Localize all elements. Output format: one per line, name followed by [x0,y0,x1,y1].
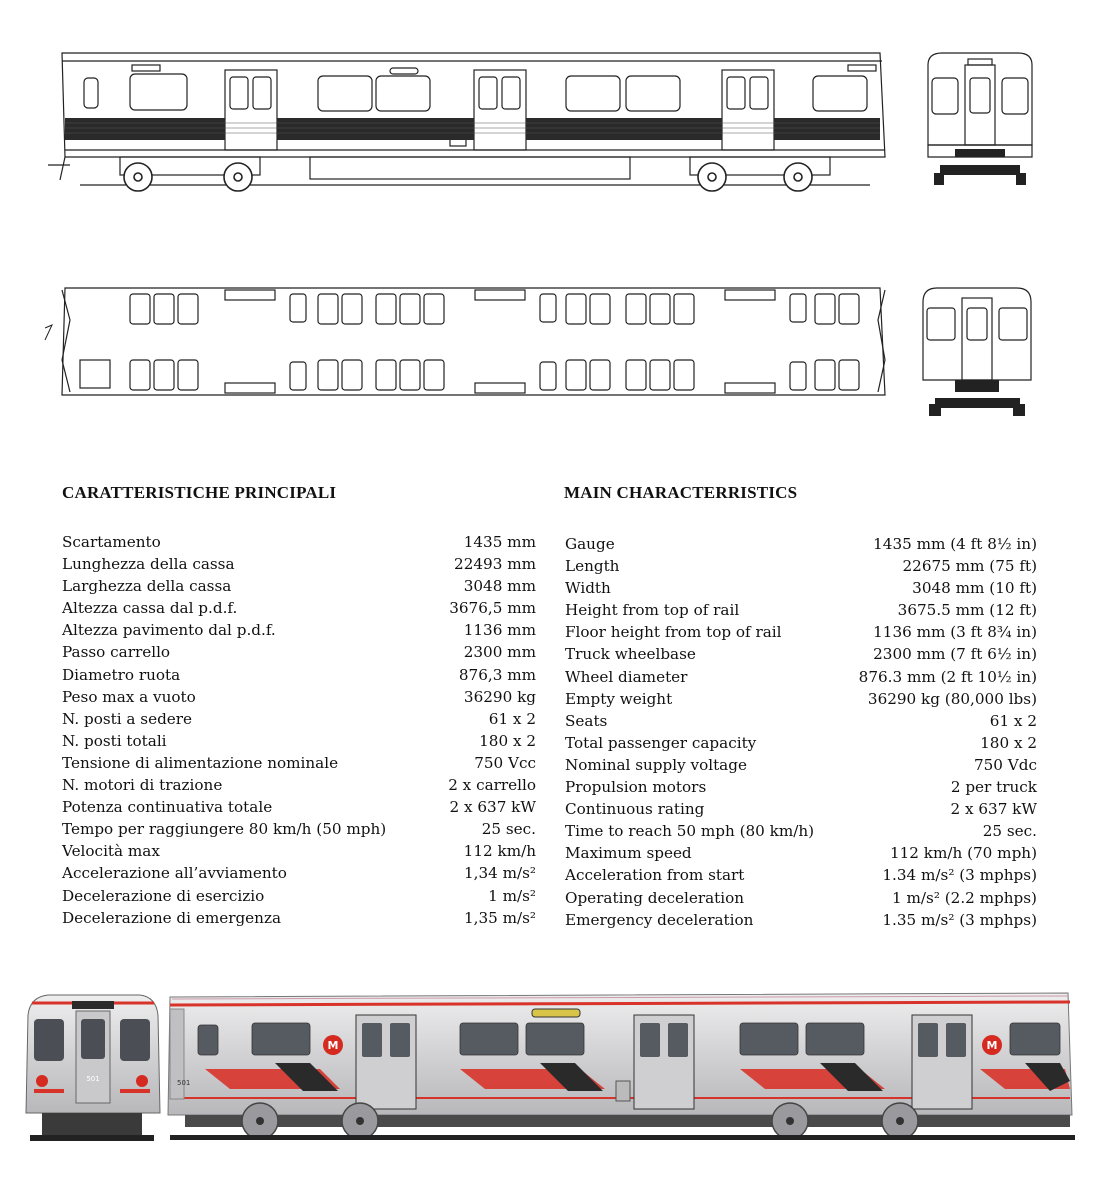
spec-en-label: Emergency deceleration [565,910,754,929]
spec-it-label: Scartamento [62,533,161,551]
floor-plan-drawing [40,280,890,410]
spec-it-label: Potenza continuativa totale [62,798,273,817]
spec-en-value: 36290 kg (80,000 lbs) [867,689,1037,708]
spec-en-label: Height from top of rail [565,601,740,620]
spec-en-label: Continuous rating [565,800,705,819]
spec-it-row [62,686,536,708]
spec-en-label: Nominal supply voltage [565,755,747,774]
side-view-car [168,993,1075,1140]
spec-it-row [62,907,536,929]
metro-logo-icon-2 [982,1035,1002,1055]
spec-en-row [565,666,1037,688]
spec-it-row [62,575,536,597]
spec-en-value: 3048 mm (10 ft) [912,579,1037,598]
spec-en-value: 61 x 2 [989,711,1037,730]
spec-it-value: 1,34 m/s² [463,864,536,883]
spec-it-row [62,885,536,907]
spec-en-label: Maximum speed [565,844,692,863]
end-elevation-drawing-rear [915,280,1040,420]
spec-it-value: 3048 mm [463,577,536,596]
heading-english: MAIN CHARACTERRISTICS [564,483,798,502]
spec-en-value: 1435 mm (4 ft 8½ in) [873,535,1037,553]
spec-it-row [62,730,536,752]
spec-en-label: Truck wheelbase [565,645,696,664]
spec-en-value: 1.34 m/s² (3 mphps) [882,866,1037,885]
spec-en-value: 1136 mm (3 ft 8¾ in) [873,623,1037,642]
spec-it-value: 2 x 637 kW [449,798,536,817]
spec-it-label: Velocità max [62,842,160,861]
spec-it-value: 1,35 m/s² [463,908,536,927]
spec-en-label: Seats [565,711,608,730]
spec-en-row [565,710,1037,732]
spec-it-label: Lunghezza della cassa [62,555,235,574]
spec-it-value: 2 x carrello [448,776,536,795]
side-car-number: 501 [177,1079,191,1087]
spec-en-row [565,688,1037,710]
spec-it-label: Decelerazione di esercizio [62,886,265,905]
spec-it-label: Larghezza della cassa [62,577,232,596]
spec-en-label: Floor height from top of rail [565,623,782,642]
spec-it-row [62,774,536,796]
spec-en-row [565,842,1037,864]
spec-en-value: 876.3 mm (2 ft 10½ in) [858,667,1037,686]
end-elevation-drawing [920,45,1040,200]
spec-en-row [565,887,1037,909]
spec-en-row [565,577,1037,599]
spec-en-value: 750 Vdc [973,755,1037,774]
spec-en-value: 25 sec. [982,822,1037,841]
spec-it-label: Decelerazione di emergenza [62,908,282,927]
spec-en-row [565,533,1037,555]
spec-it-row [62,840,536,862]
spec-en-value: 180 x 2 [980,733,1037,752]
svg-text:M: M [986,1039,998,1052]
spec-it-row [62,818,536,840]
spec-en-value: 2 per truck [950,778,1037,797]
spec-en-label: Width [565,579,611,598]
spec-en-row [565,599,1037,621]
spec-en-value: 22675 mm (75 ft) [902,557,1037,576]
spec-it-value: 61 x 2 [488,709,536,728]
spec-it-value: 25 sec. [481,820,536,839]
spec-en-value: 1 m/s² (2.2 mphps) [892,888,1037,907]
spec-it-row [62,531,536,553]
spec-it-label: Tensione di alimentazione nominale [62,753,339,772]
spec-en-label: Gauge [565,535,615,553]
spec-en-row [565,820,1037,842]
heading-italian: CARATTERISTICHE PRINCIPALI [62,483,337,502]
spec-en-value: 3675.5 mm (12 ft) [897,601,1037,620]
spec-it-value: 750 Vcc [474,753,536,772]
spec-it-row [62,553,536,575]
spec-en-label: Operating deceleration [565,888,745,907]
spec-it-value: 2300 mm [463,643,536,662]
spec-it-label: Accelerazione all’avviamento [62,864,287,883]
spec-en-label: Empty weight [565,689,673,708]
spec-it-row [62,708,536,730]
metro-logo-icon [323,1035,343,1055]
spec-en-label: Wheel diameter [565,667,688,686]
spec-it-label: Diametro ruota [62,665,181,684]
spec-it-value: 3676,5 mm [449,599,536,618]
spec-en-label: Time to reach 50 mph (80 km/h) [565,822,815,841]
front-view-car [26,995,160,1141]
spec-en-row [565,621,1037,643]
spec-it-label: Peso max a vuoto [62,687,196,706]
spec-en-label: Acceleration from start [565,866,745,885]
spec-en-row [565,798,1037,820]
spec-it-value: 180 x 2 [479,731,536,750]
spec-it-value: 876,3 mm [458,665,536,684]
spec-it-row [62,752,536,774]
color-illustration [20,985,1090,1145]
spec-en-value: 1.35 m/s² (3 mphps) [882,910,1037,929]
spec-it-value: 1 m/s² [488,886,536,905]
spec-en-row [565,864,1037,886]
spec-it-label: N. posti totali [62,731,167,750]
spec-it-label: N. posti a sedere [62,709,193,728]
spec-en-row [565,754,1037,776]
spec-it-label: N. motori di trazione [62,776,223,795]
spec-en-row [565,732,1037,754]
specs-english-table [565,533,1037,931]
spec-it-row [62,796,536,818]
spec-it-value: 36290 kg [463,687,536,706]
specs-italian-table [62,531,536,929]
side-elevation-drawing [40,45,890,200]
spec-en-label: Total passenger capacity [565,733,757,752]
spec-en-row [565,643,1037,665]
spec-it-label: Tempo per raggiungere 80 km/h (50 mph) [62,820,387,839]
spec-en-label: Propulsion motors [565,778,707,797]
spec-it-value: 1136 mm [463,621,536,640]
spec-en-label: Length [565,557,620,576]
spec-it-row [62,641,536,663]
spec-it-value: 112 km/h [463,842,536,861]
spec-it-value: 1435 mm [463,533,536,551]
spec-en-row [565,555,1037,577]
spec-en-row [565,909,1037,931]
spec-it-row [62,862,536,884]
front-car-number: 501 [86,1075,100,1083]
spec-it-label: Altezza pavimento dal p.d.f. [62,621,276,640]
spec-it-row [62,664,536,686]
spec-it-row [62,597,536,619]
spec-it-label: Altezza cassa dal p.d.f. [62,599,238,618]
spec-en-value: 112 km/h (70 mph) [889,844,1037,863]
svg-text:M: M [327,1039,339,1052]
spec-it-value: 22493 mm [454,555,536,574]
spec-it-row [62,619,536,641]
spec-en-value: 2 x 637 kW [950,800,1037,819]
spec-it-label: Passo carrello [62,643,171,662]
spec-en-row [565,776,1037,798]
spec-en-value: 2300 mm (7 ft 6½ in) [873,645,1037,664]
